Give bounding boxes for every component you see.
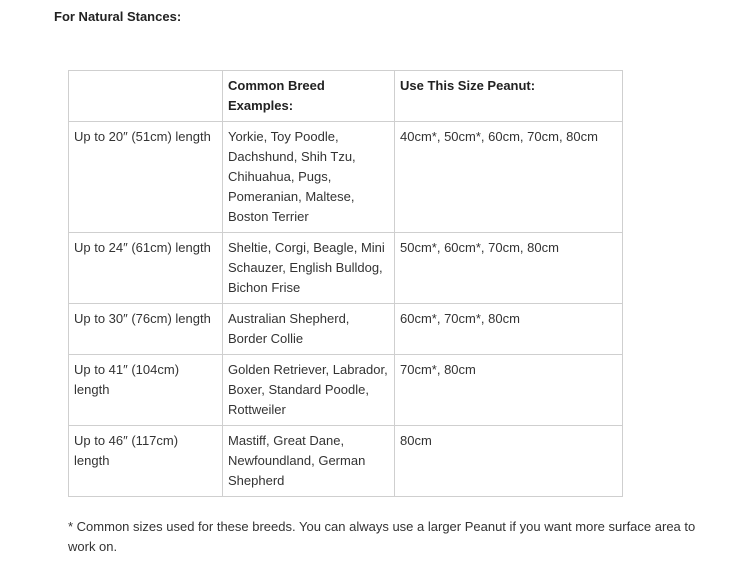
header-length xyxy=(69,71,223,122)
length-cell: Up to 46″ (117cm) length xyxy=(69,426,223,497)
header-breed-examples: Common Breed Examples: xyxy=(223,71,395,122)
sizes-cell: 70cm*, 80cm xyxy=(395,355,623,426)
table-row xyxy=(69,233,623,304)
length-cell: Up to 41″ (104cm) length xyxy=(69,355,223,426)
breeds-cell: Sheltie, Corgi, Beagle, Mini Schauzer, English Bulldog, Bichon Frise xyxy=(223,233,395,304)
breeds-cell: Golden Retriever, Labrador, Boxer, Standard Poodle, Rottweiler xyxy=(223,355,395,426)
table-row xyxy=(69,122,623,233)
sizes-cell: 50cm*, 60cm*, 70cm, 80cm xyxy=(395,233,623,304)
sizes-cell: 40cm*, 50cm*, 60cm, 70cm, 80cm xyxy=(395,122,623,233)
table-row xyxy=(69,426,623,497)
sizes-cell: 60cm*, 70cm*, 80cm xyxy=(395,304,623,355)
table-header-row xyxy=(69,71,623,122)
breeds-cell: Yorkie, Toy Poodle, Dachshund, Shih Tzu, Chihuahua, Pugs, Pomeranian, Maltese, Boston Terrier xyxy=(223,122,395,233)
header-peanut-size: Use This Size Peanut: xyxy=(395,71,623,122)
size-chart-table xyxy=(68,70,623,497)
breeds-cell: Mastiff, Great Dane, Newfoundland, German Shepherd xyxy=(223,426,395,497)
sizes-cell: 80cm xyxy=(395,426,623,497)
section-heading: For Natural Stances: xyxy=(54,9,182,24)
length-cell: Up to 24″ (61cm) length xyxy=(69,233,223,304)
table-row xyxy=(69,355,623,426)
footnote: * Common sizes used for these breeds. You can always use a larger Peanut if you want more surface area to work on. xyxy=(68,519,696,554)
length-cell: Up to 20″ (51cm) length xyxy=(69,122,223,233)
length-cell: Up to 30″ (76cm) length xyxy=(69,304,223,355)
breeds-cell: Australian Shepherd, Border Collie xyxy=(223,304,395,355)
table-row xyxy=(69,304,623,355)
